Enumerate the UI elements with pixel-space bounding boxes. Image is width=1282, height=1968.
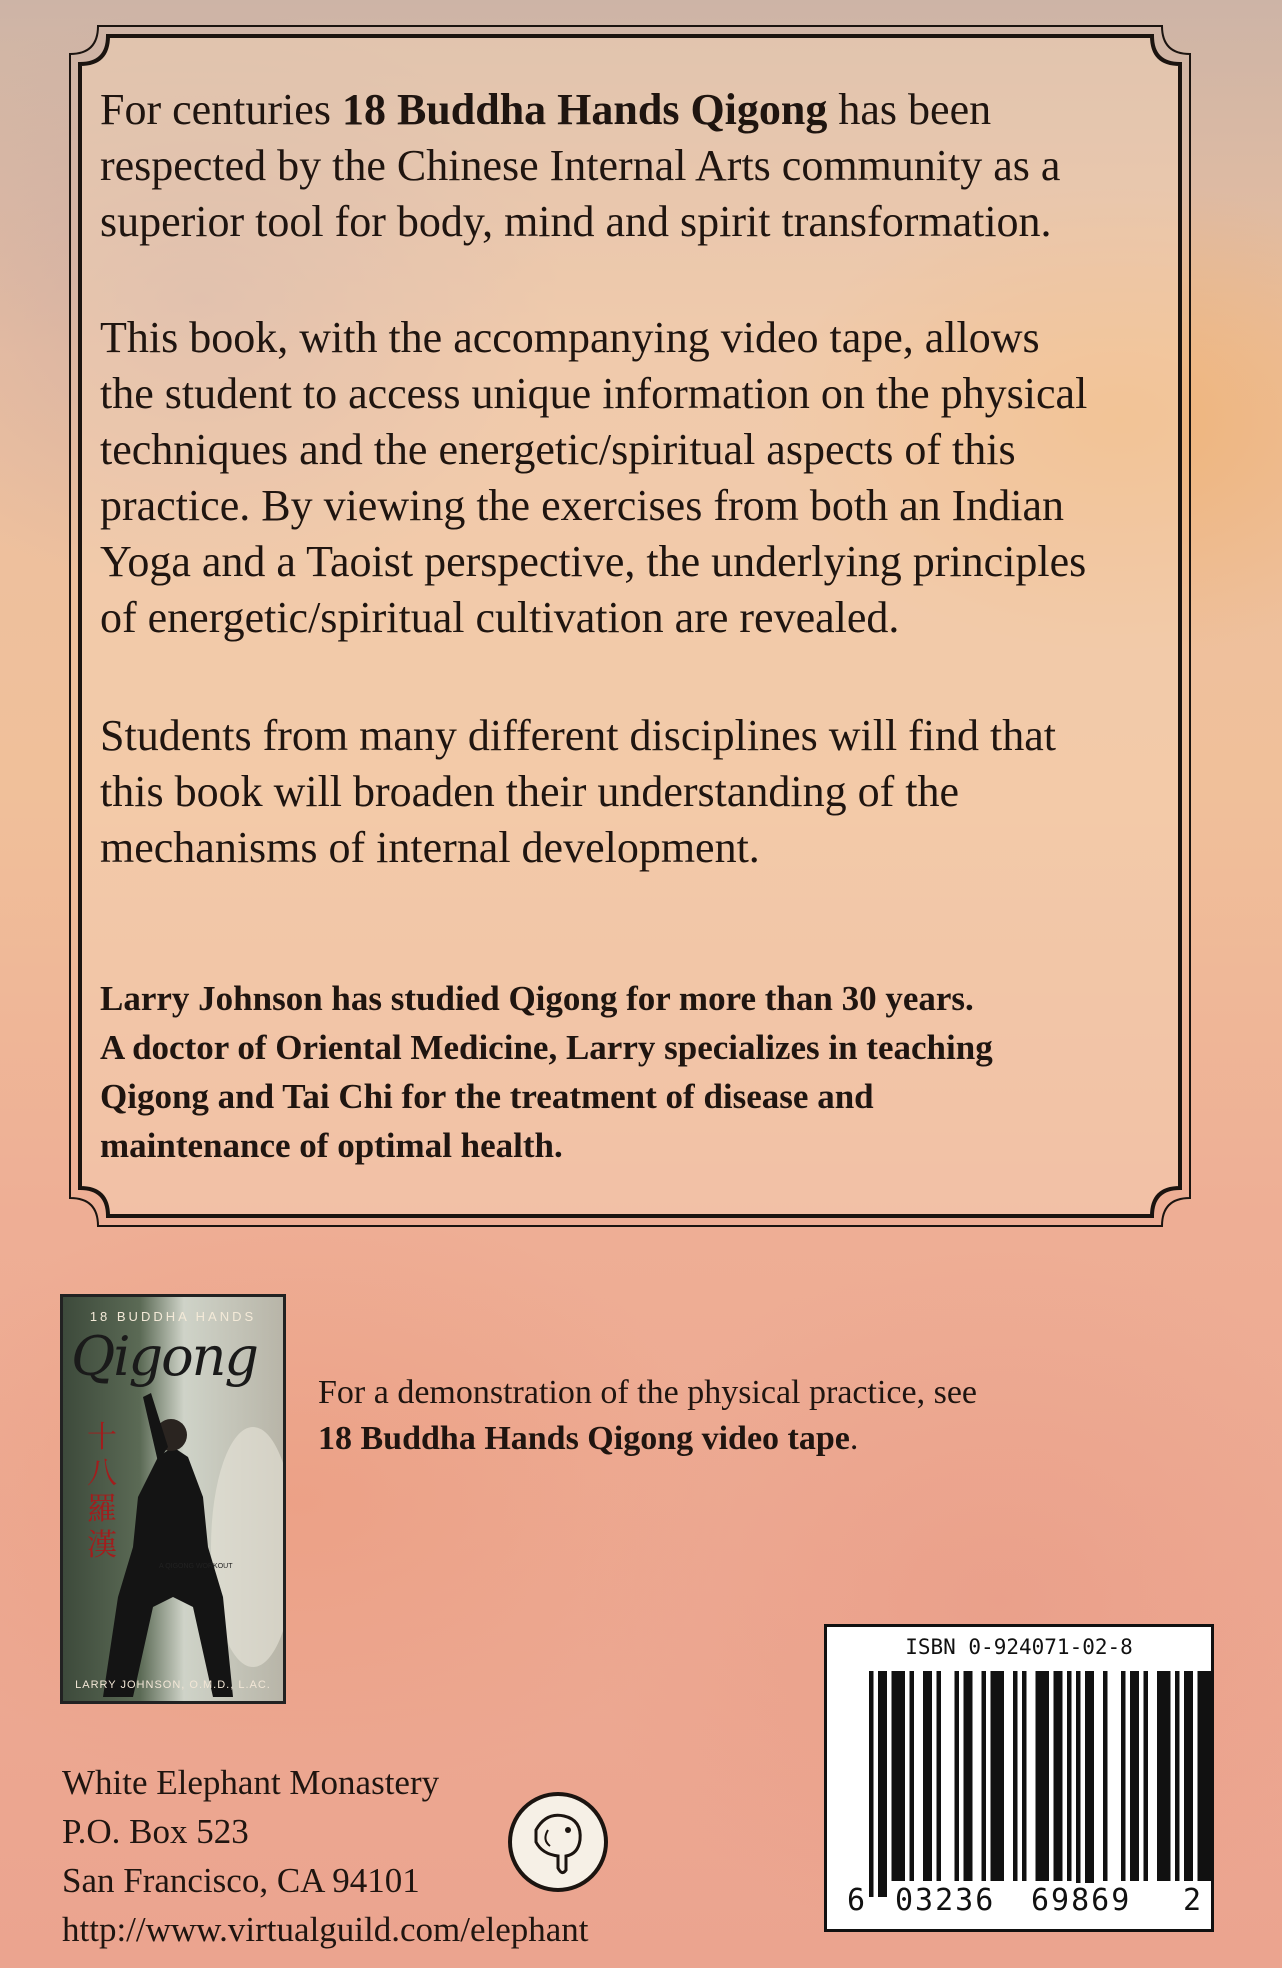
publisher-city: San Francisco, CA 94101 xyxy=(62,1861,420,1900)
author-bio: Larry Johnson has studied Qigong for more than 30 years. A doctor of Oriental Medicine, Larry specializes in teaching Qigong and Tai Chi for the treatment of disease and maintenance of optimal health. xyxy=(100,979,993,1165)
svg-text:十: 十 xyxy=(87,1420,117,1455)
video-cover-thumbnail: 十 八 羅 漢 18 BUDDHA HANDS Qigong A QIGONG WORKOUT LARRY JOHNSON, O.M.D., L.AC. xyxy=(60,1294,286,1704)
video-title-bold: 18 Buddha Hands Qigong video tape xyxy=(318,1420,850,1457)
isbn-barcode: ISBN 0-924071-02-8 6 03236 69869 2 xyxy=(824,1624,1214,1932)
barcode-bars xyxy=(827,1627,1211,1929)
intro-paragraph: For centuries 18 Buddha Hands Qigong has been respected by the Chinese Internal Arts community as a superior tool for body, mind and spirit transformation. xyxy=(100,85,1061,246)
book-title-bold: 18 Buddha Hands Qigong xyxy=(341,85,828,134)
white-elephant-logo-icon xyxy=(506,1790,610,1894)
svg-text:羅: 羅 xyxy=(87,1492,117,1527)
svg-text:漢: 漢 xyxy=(87,1528,117,1563)
publisher-url: http://www.virtualguild.com/elephant xyxy=(62,1910,589,1949)
svg-text:八: 八 xyxy=(87,1456,117,1491)
publisher-po-box: P.O. Box 523 xyxy=(62,1812,249,1851)
audience-paragraph: Students from many different disciplines will find that this book will broaden their understanding of the mechanisms of internal development. xyxy=(100,711,1057,872)
book-description-paragraph: This book, with the accompanying video tape, allows the student to access unique information on the physical techniques and the energetic/spiritual aspects of this practice. By viewing the exercises from both an Indian Yoga and a Taoist perspective, the underlying principles of energetic/spiritual cultivation are revealed. xyxy=(100,313,1088,642)
video-demonstration-note: For a demonstration of the physical practice, see 18 Buddha Hands Qigong video tape. xyxy=(318,1374,977,1457)
publisher-name: White Elephant Monastery xyxy=(62,1763,440,1802)
isbn-number: ISBN 0-924071-02-8 xyxy=(905,1635,1133,1659)
